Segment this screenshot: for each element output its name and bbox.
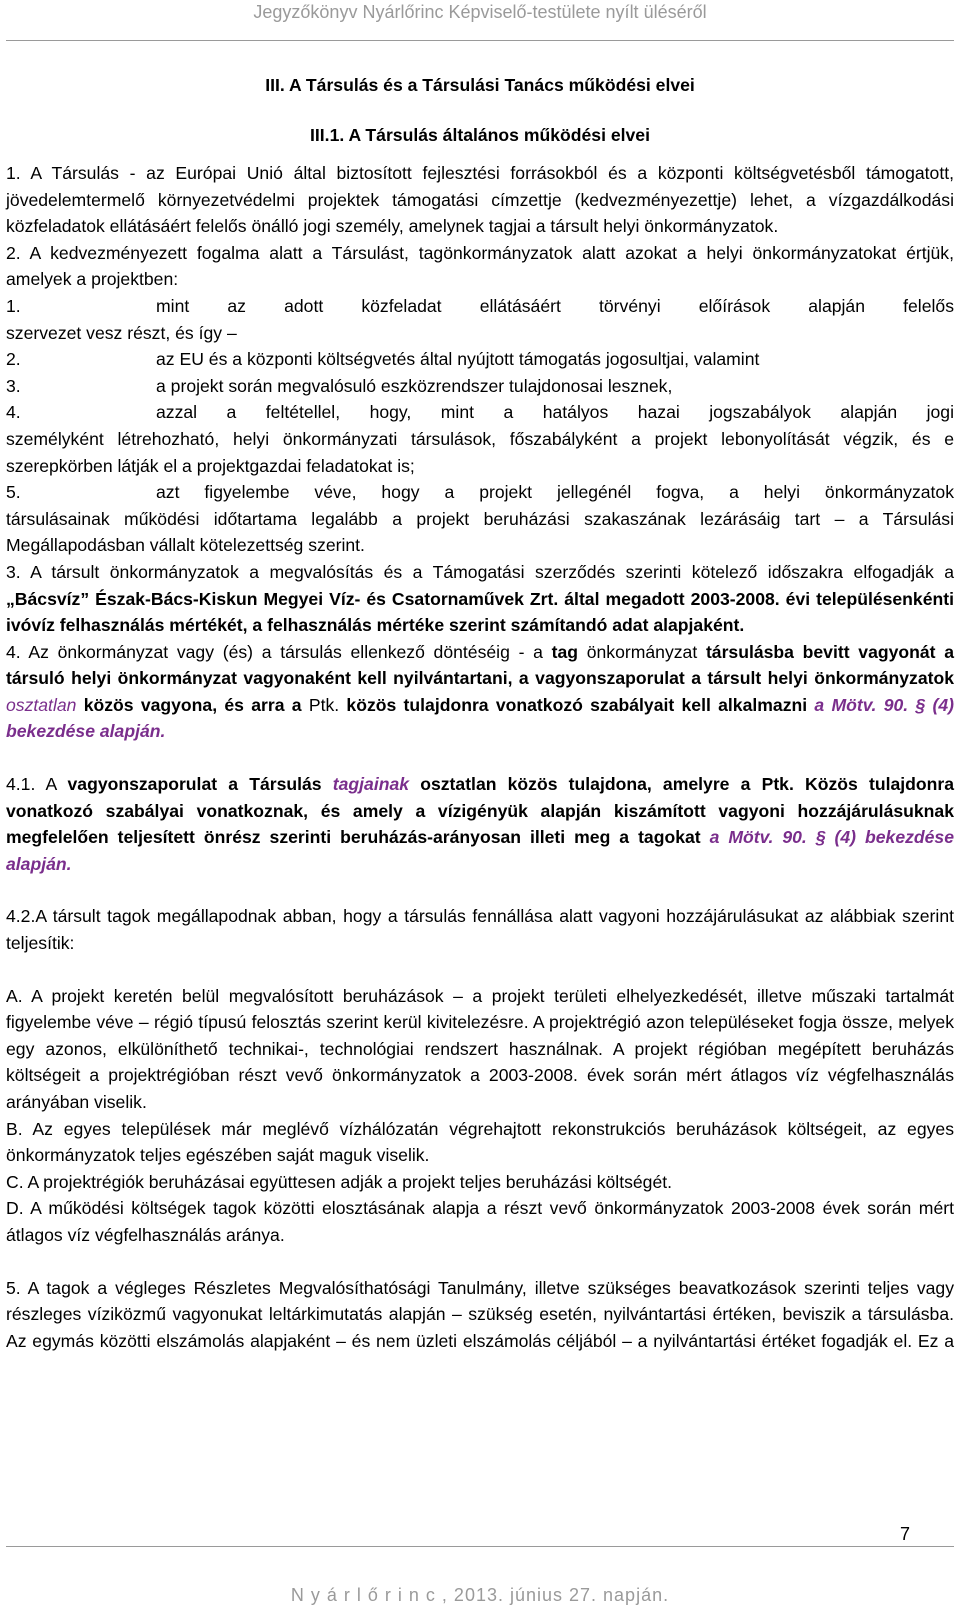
spacer (6, 1249, 954, 1275)
paragraph-c: C. A projektrégiók beruházásai együttesen adják a projekt teljes beruházási költségét. (6, 1171, 673, 1192)
header-divider (6, 40, 954, 41)
list-item: 2. az EU és a központi költségvetés által nyújtott támogatás jogosultjai, valamint (6, 349, 760, 370)
list-item: 4. azzal a feltétellel, hogy, mint a hatályos hazai jogszabályok alapján jogi személyként létrehozható, helyi önkormányzati társulások, főszabályként a projekt lebonyolítását végzik, és e szerepkörben látják el a projektgazdai feladatokat is; (6, 402, 954, 476)
document-body (6, 70, 954, 1354)
paragraph-1: 1. A Társulás - az Európai Unió által biztosított fejlesztési forrásokból és a központi költségvetésből támogatott, jövedelemtermelő környezetvédelmi projektek támogatási címzettje (kedvezményezettje) lehet, a vízgazdálkodási közfeladatok ellátásáért felelős önálló jogi személy, amelynek tagjai a társult helyi önkormányzatok. (6, 163, 954, 237)
list-item: 3. a projekt során megvalósuló eszközrendszer tulajdonosai lesznek, (6, 375, 673, 396)
paragraph-4-2: 4.2.A társult tagok megállapodnak abban, hogy a társulás fennállása alatt vagyoni hozzájárulásukat az alábbiak szerint teljesítik: (6, 906, 954, 954)
page-number: 7 (900, 1524, 911, 1544)
subsection-heading: III.1. A Társulás általános működési elvei (310, 125, 650, 145)
page-footer: N y á r l ő r i n c , 2013. június 27. napján. (290, 1585, 670, 1605)
paragraph-b: B. Az egyes települések már meglévő vízhálózatán végrehajtott rekonstrukciós beruházások költségeit, az egyes önkormányzatok teljes egészében saját maguk viselik. (6, 1118, 954, 1166)
paragraph-2: 2. A kedvezményezett fogalma alatt a Társulást, tagönkormányzatok alatt azokat a helyi önkormányzatokat értjük, amelyek a projektben: (6, 242, 954, 290)
paragraph-5: 5. A tagok a végleges Részletes Megvalósíthatósági Tanulmány, illetve szükséges beavatkozások szerinti teljes vagy részleges víziközmű vagyonukat leltárkimutatás alapján – szükség esetén, nyilvántartási értéken, beviszik a társulásba. Az egymás közötti elszámolás alapjaként – és nem üzleti elszámolás céljából – a nyilvántartási értéket fogadják el. Ez a (6, 1277, 954, 1351)
paragraph-3: 3. A társult önkormányzatok a megvalósítás és a Támogatási szerződés szerinti kötelező időszakra elfogadják a „Bácsvíz” Észak-Bács-Kiskun Megyei Víz- és Csatornaművek Zrt. által megadott 2003-2008. évi településenkénti ivóvíz felhasználás mértékét, a felhasználás mértéke szerint számítandó adat alapjaként. (6, 561, 954, 636)
spacer (6, 745, 954, 771)
spacer (6, 957, 954, 983)
footer-divider (6, 1546, 954, 1547)
page-header: Jegyzőkönyv Nyárlőrinc Képviselő-testülete nyílt üléséről (253, 2, 707, 22)
paragraph-4: 4. Az önkormányzat vagy (és) a társulás ellenkező döntéséig - a tag önkormányzat társulásba bevitt vagyonát a társuló helyi önkormányzat vagyonaként kell nyilvántartani, a vagyonszaporulat a társult helyi önkormányzatok osztatlan közös vagyona, és arra a Ptk. közös tulajdonra vonatkozó szabályait kell alkalmazni a Mötv. 90. § (4) bekezdése alapján. (6, 641, 955, 742)
spacer (6, 877, 954, 903)
list-item: 1. mint az adott közfeladat ellátásáért törvényi előírások alapján felelős szervezet vesz részt, és így – (6, 295, 954, 343)
paragraph-4-1: 4.1. A vagyonszaporulat a Társulás tagjainak osztatlan közös tulajdona, amelyre a Ptk. Közös tulajdonra vonatkozó szabályai vonatkoznak, és amely a vízigényük alapján kiszámított vagyoni hozzájárulásuknak megfelelően teljesített önrész szerinti beruházás-arányosan illeti meg a tagokat a Mötv. 90. § (4) bekezdése alapján. (6, 774, 955, 874)
paragraph-d: D. A működési költségek tagok közötti elosztásának alapja a részt vevő önkormányzatok 2003-2008 évek során mért átlagos víz végfelhasználás aránya. (6, 1198, 954, 1245)
paragraph-a: A. A projekt keretén belül megvalósított beruházások – a projekt területi elhelyezkedését, illetve műszaki tartalmát figyelembe véve – régió típusú felosztás szerint kerül kivitelezésre. A projektrégió azon településeket fogja össze, melyek egy azonos, elkülöníthető technikai-, technológiai rendszert használnak. A projekt régióban megépített beruházás költségeit a projektrégióban részt vevő önkormányzatok a 2003-2008. évek során mért átlagos víz végfelhasználás arányában viselik. (6, 985, 954, 1112)
section-heading: III. A Társulás és a Társulási Tanács működési elvei (265, 75, 695, 95)
list-item: 5. azt figyelembe véve, hogy a projekt jellegénél fogva, a helyi önkormányzatok társulásainak működési időtartama legalább a projekt beruházási szakaszának lezárásáig tart – a Társulási Megállapodásban vállalt kötelezettség szerint. (6, 482, 954, 556)
